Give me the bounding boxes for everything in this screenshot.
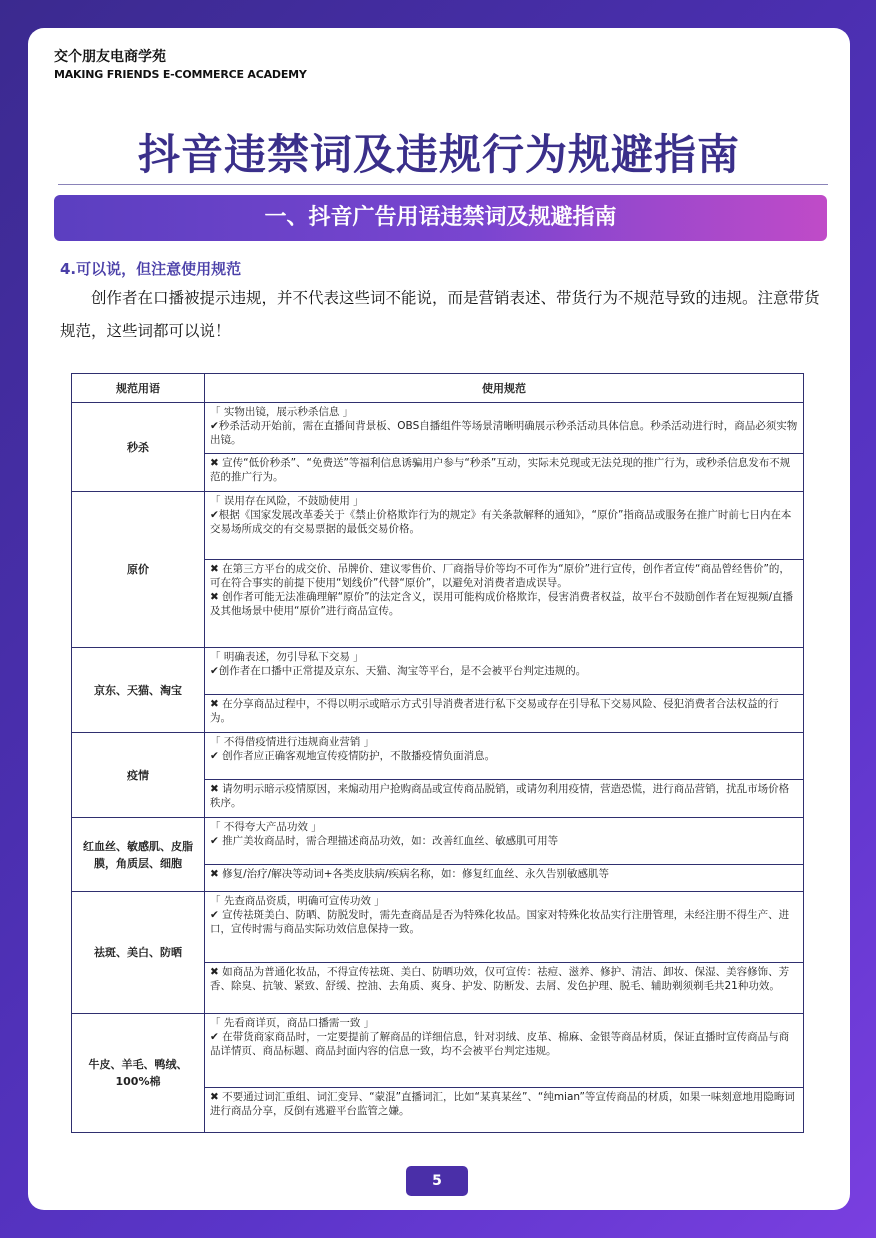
rule-line: ✔创作者在口播中正常提及京东、天猫、淘宝等平台，是不会被平台判定违规的。 xyxy=(210,665,587,677)
rule-cell xyxy=(205,560,804,648)
rule-line: ✔秒杀活动开始前，需在直播间背景板、OBS自播组件等场景清晰明确展示秒杀活动具体信息。秒杀活动进行时，商品必须实物出镜。 xyxy=(210,420,798,446)
rule-cell xyxy=(205,454,804,492)
rule-cell xyxy=(205,733,804,780)
table-body xyxy=(72,403,804,1133)
rule-cell xyxy=(205,648,804,695)
rule-line: ✖ 宣传“低价秒杀”、“免费送”等福利信息诱骗用户参与“秒杀”互动，实际未兑现或无法兑现的推广行为，或秒杀信息发布不规范的推广行为。 xyxy=(210,457,791,483)
rule-line: ✖ 在第三方平台的成交价、吊牌价、建议零售价、厂商指导价等均不可作为“原价”进行宣传，创作者宣传“商品曾经售价”的，可在符合事实的前提下使用“划线价”代替“原价”，以避免对消费者造成误导。 xyxy=(210,563,790,589)
rule-cell xyxy=(205,1088,804,1133)
rule-cell xyxy=(205,780,804,818)
rule-cell xyxy=(205,695,804,733)
rule-cell xyxy=(205,1014,804,1088)
brand-name-en: MAKING FRIENDS E-COMMERCE ACADEMY xyxy=(54,68,307,81)
term-cell: 牛皮、羊毛、鸭绒、100%棉 xyxy=(72,1014,205,1133)
rule-line: 「 先查商品资质，明确可宣传功效 」 xyxy=(210,895,385,907)
table-row xyxy=(72,1014,804,1088)
table-row xyxy=(72,892,804,963)
rule-cell xyxy=(205,492,804,560)
rule-line: 「 不得夸大产品功效 」 xyxy=(210,821,322,833)
table-row xyxy=(72,733,804,780)
rule-line: ✖ 修复/治疗/解决等动词+各类皮肤病/疾病名称，如：修复红血丝、永久告别敏感肌等 xyxy=(210,868,610,880)
page-number: 5 xyxy=(406,1166,468,1196)
rule-line: ✔根据《国家发展改革委关于《禁止价格欺诈行为的规定》有关条款解释的通知》，“原价”指商品或服务在推广时前七日内在本交易场所成交的有交易票据的最低交易价格。 xyxy=(210,509,792,535)
rule-cell xyxy=(205,892,804,963)
brand-name-cn: 交个朋友电商学苑 xyxy=(54,49,166,65)
rule-line: 「 误用存在风险，不鼓励使用 」 xyxy=(210,495,364,507)
table-row xyxy=(72,818,804,865)
rule-cell xyxy=(205,865,804,892)
term-cell: 原价 xyxy=(72,492,205,648)
rule-line: 「 明确表述，勿引导私下交易 」 xyxy=(210,651,364,663)
rule-line: ✖ 请勿明示暗示疫情原因，来煽动用户抢购商品或宣传商品脱销，或请勿利用疫情，营造恐慌，进行商品营销，扰乱市场价格秩序。 xyxy=(210,783,790,809)
rule-line: 「 先看商详页，商品口播需一致 」 xyxy=(210,1017,375,1029)
rule-cell xyxy=(205,403,804,454)
intro-paragraph: 创作者在口播被提示违规，并不代表这些词不能说，而是营销表述、带货行为不规范导致的违规。注意带货规范，这些词都可以说！ xyxy=(60,289,820,340)
page xyxy=(28,28,850,1210)
page-title: 抖音违禁词及违规行为规避指南 xyxy=(137,130,740,179)
section-banner: 一、抖音广告用语违禁词及规避指南 xyxy=(54,195,827,241)
rule-line: 「 不得借疫情进行违规商业营销 」 xyxy=(210,736,375,748)
table-row xyxy=(72,492,804,560)
title-divider xyxy=(58,184,828,185)
rule-line: ✖ 不要通过词汇重组、词汇变异、“蒙混”直播词汇，比如“某真某丝”、“纯mian”等宣传商品的材质，如果一味刻意地用隐晦词进行商品分享，反倒有逃避平台监管之嫌。 xyxy=(210,1091,795,1117)
rules-table xyxy=(71,373,804,1133)
term-cell: 疫情 xyxy=(72,733,205,818)
rule-cell xyxy=(205,963,804,1014)
rule-line: ✖ 如商品为普通化妆品，不得宣传祛斑、美白、防晒功效，仅可宣传：祛痘、滋养、修护、清洁、卸妆、保湿、美容修饰、芳香、除臭、抗皱、紧致、舒缓、控油、去角质、爽身、护发、防断发、去屑、发色护理、脱毛、辅助剃须剃毛共21种功效。 xyxy=(210,966,790,992)
rule-line: ✔ 在带货商家商品时，一定要提前了解商品的详细信息，针对羽绒、皮革、棉麻、金银等商品材质，保证直播时宣传商品与商品详情页、商品标题、商品封面内容的信息一致，均不会被平台判定违规。 xyxy=(210,1031,790,1057)
rule-line: ✖ 在分享商品过程中，不得以明示或暗示方式引导消费者进行私下交易或存在引导私下交易风险、侵犯消费者合法权益的行为。 xyxy=(210,698,779,724)
term-cell: 京东、天猫、淘宝 xyxy=(72,648,205,733)
rule-line: ✔ 创作者应正确客观地宣传疫情防护，不散播疫情负面消息。 xyxy=(210,750,496,762)
table-row xyxy=(72,403,804,454)
header-term: 规范用语 xyxy=(72,374,205,403)
header-rule: 使用规范 xyxy=(205,374,804,403)
rule-line: ✔ 宣传祛斑美白、防晒、防脱发时，需先查商品是否为特殊化妆品。国家对特殊化妆品实行注册管理，未经注册不得生产、进口，宣传时需与商品实际功效信息保持一致。 xyxy=(210,909,790,935)
rule-line: ✔ 推广美妆商品时，需合理描述商品功效，如：改善红血丝、敏感肌可用等 xyxy=(210,835,559,847)
term-cell: 秒杀 xyxy=(72,403,205,492)
term-cell: 祛斑、美白、防晒 xyxy=(72,892,205,1014)
term-cell: 红血丝、敏感肌、皮脂膜，角质层、细胞 xyxy=(72,818,205,892)
rule-cell xyxy=(205,818,804,865)
table-row xyxy=(72,648,804,695)
rule-line: ✖ 创作者可能无法准确理解“原价”的法定含义，误用可能构成价格欺诈，侵害消费者权益，故平台不鼓励创作者在短视频/直播及其他场景中使用“原价”进行商品宣传。 xyxy=(210,591,794,617)
rule-line: 「 实物出镜，展示秒杀信息 」 xyxy=(210,406,354,418)
table-header-row xyxy=(72,374,804,403)
subheading: 4.可以说，但注意使用规范 xyxy=(60,260,242,278)
